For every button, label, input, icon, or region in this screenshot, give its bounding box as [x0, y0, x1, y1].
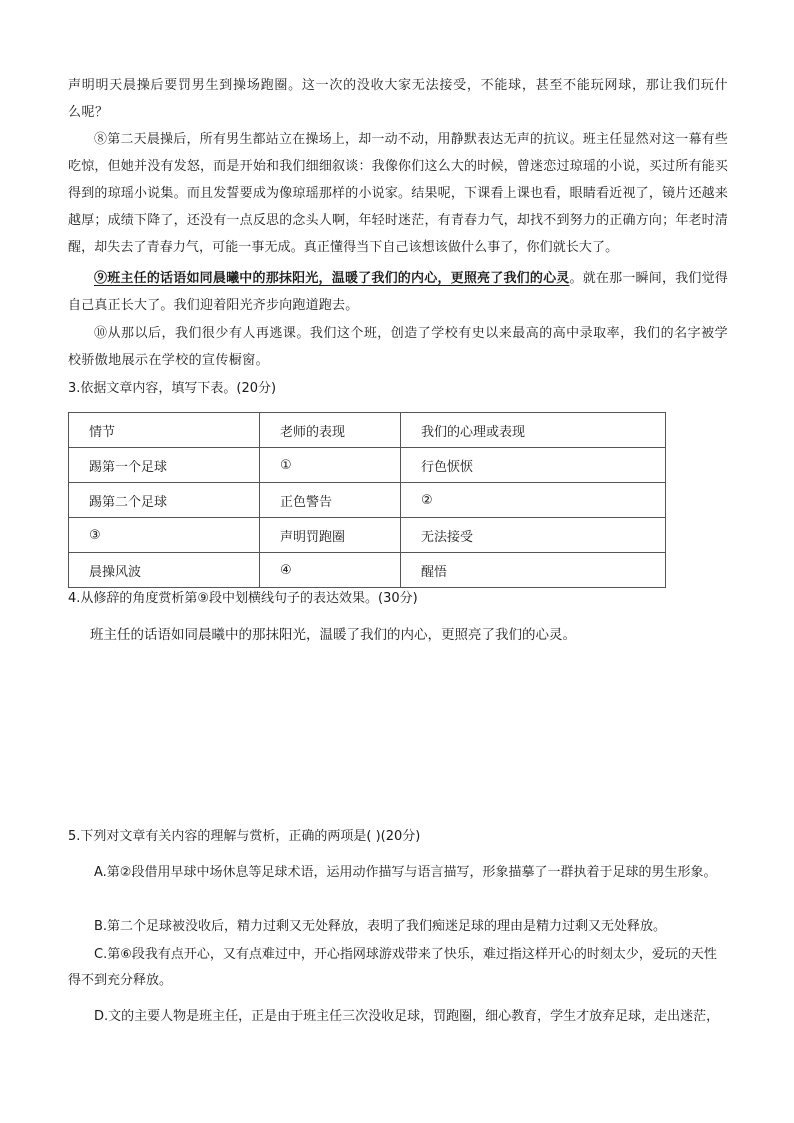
table-cell: 正色警告: [260, 483, 401, 518]
table-cell[interactable]: ②: [401, 483, 666, 518]
question-4-title: 4.从修辞的角度赏析第⑨段中划横线句子的表达效果。(30分): [68, 591, 418, 606]
table-cell: 踢第一个足球: [69, 448, 260, 483]
table-row: [69, 553, 666, 588]
table-cell: 声明罚跑圈: [260, 518, 401, 553]
passage-paragraph-9: [68, 265, 728, 319]
option-b[interactable]: [68, 914, 728, 940]
table-row: [69, 518, 666, 553]
passage-paragraph-8: ⑧第二天晨操后，所有男生都站立在操场上，却一动不动，用静默表达无声的抗议。班主任显然对这一幕有些吃惊，但她并没有发怒，而是开始和我们细细叙谈：我像你们这么大的时候，曾迷恋过琼瑶的小说，买过所有能买得到的琼瑶小说集。而且发誓要成为像琼瑶那样的小说家。结果呢，下课看上课也看，眼睛看近视了，镜片还越来越厚；成绩下降了，还没有一点反思的念头人啊，年轻时迷茫，有青春力气，却找不到努力的正确方向；年老时清醒，却失去了青春力气，可能一事无成。真正懂得当下自己该想该做什么事了，你们就长大了。: [68, 132, 728, 255]
option-b-text: B.第二个足球被没收后，精力过剩又无处释放，表明了我们痴迷足球的理由是精力过剩又无处释放。: [94, 919, 667, 934]
table-cell[interactable]: ③: [69, 518, 260, 553]
table-cell: 醒悟: [401, 553, 666, 588]
question-4-sentence: 班主任的话语如同晨曦中的那抹阳光，温暖了我们的内心，更照亮了我们的心灵。: [90, 627, 576, 643]
table-header-cell: 情节: [69, 413, 260, 448]
option-d[interactable]: [68, 1004, 728, 1030]
table-cell[interactable]: ①: [260, 448, 401, 483]
passage-paragraph-continued: 声明明天晨操后要罚男生到操场跑圈。这一次的没收大家无法接受，不能球，甚至不能玩网球，那让我们玩什么呢？: [68, 78, 728, 120]
plot-table: [68, 412, 666, 588]
table-row: [69, 448, 666, 483]
table-cell: 踢第二个足球: [69, 483, 260, 518]
table-cell: 晨操风波: [69, 553, 260, 588]
option-c-text: C.第⑥段我有点开心，又有点难过中，开心指网球游戏带来了快乐，难过指这样开心的时刻太少，爱玩的天性得不到充分释放。: [68, 947, 717, 988]
table-header-cell: 我们的心理或表现: [401, 413, 666, 448]
option-c[interactable]: [68, 942, 728, 994]
passage-paragraph-10: ⑩从那以后，我们很少有人再逃课。我们这个班，创造了学校有史以来最高的高中录取率，我们的名字被学校骄傲地展示在学校的宣传橱窗。: [68, 326, 728, 368]
paragraph-9-rest: 。就在那一瞬间，我们觉得自己真正长大了。我们迎着阳光齐步向跑道跑去。: [68, 271, 728, 313]
table-header-cell: 老师的表现: [260, 413, 401, 448]
question-3-title: 3.依据文章内容，填写下表。(20分): [68, 381, 277, 396]
option-a-text: A.第②段借用早球中场休息等足球术语，运用动作描写与语言描写，形象描摹了一群执着于足球的男生形象。: [94, 865, 717, 880]
underlined-sentence: ⑨班主任的话语如同晨曦中的那抹阳光，温暖了我们的内心，更照亮了我们的心灵: [94, 271, 570, 286]
option-a[interactable]: [68, 860, 728, 886]
question-5-title: 5.下列对文章有关内容的理解与赏析，正确的两项是( )(20分): [68, 829, 421, 844]
table-row: [69, 483, 666, 518]
table-header-row: [69, 413, 666, 448]
table-cell: 无法接受: [401, 518, 666, 553]
option-d-text: D.文的主要人物是班主任，正是由于班主任三次没收足球，罚跑圈，细心教育，学生才放弃足球，走出迷茫，: [94, 1009, 720, 1024]
table-cell: 行色恹恹: [401, 448, 666, 483]
table-cell[interactable]: ④: [260, 553, 401, 588]
